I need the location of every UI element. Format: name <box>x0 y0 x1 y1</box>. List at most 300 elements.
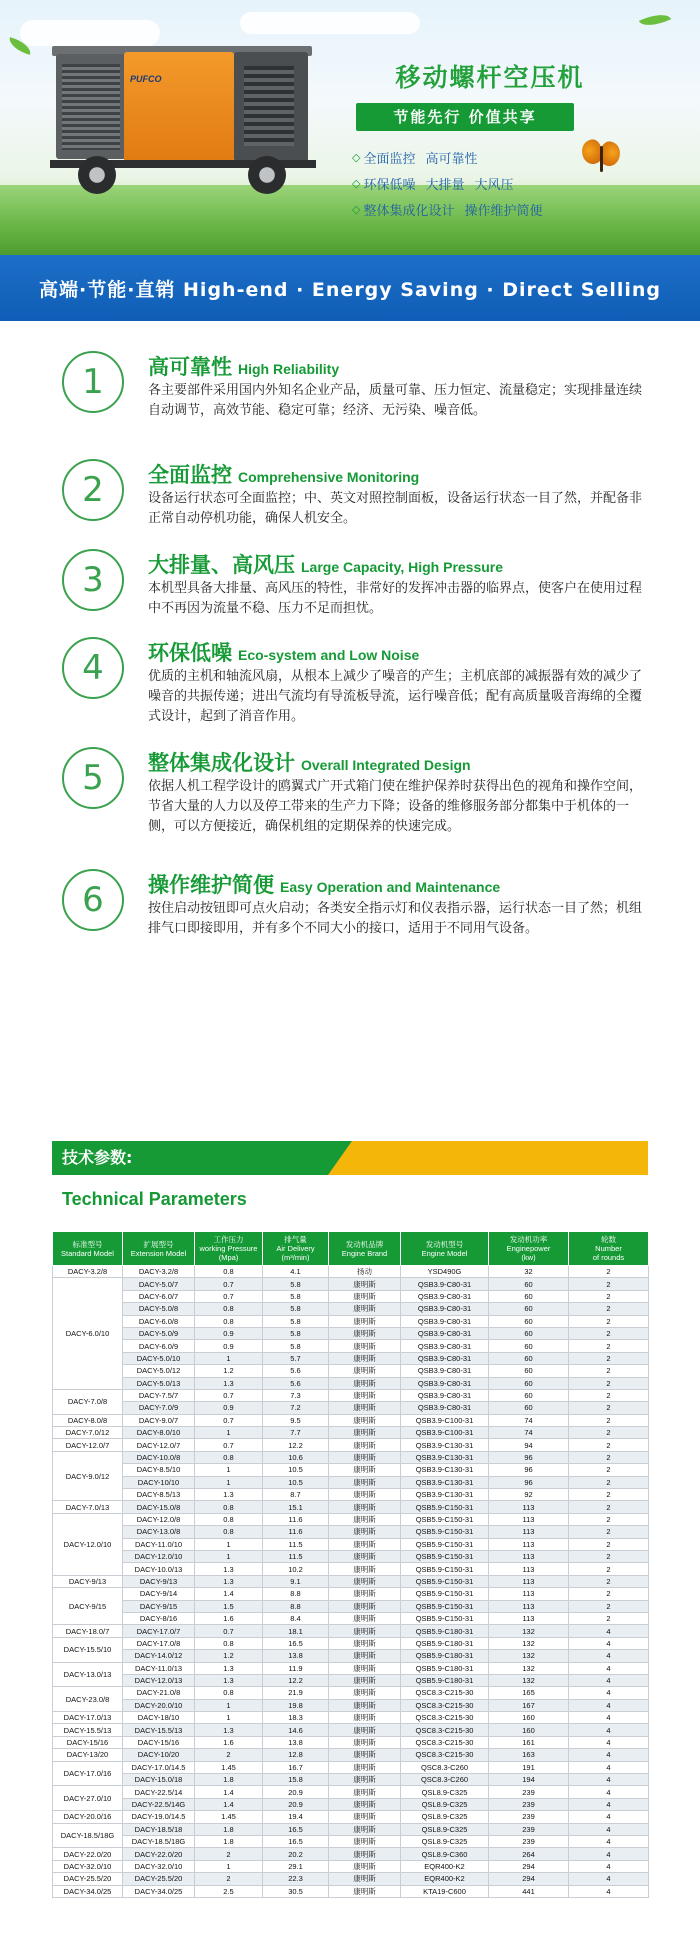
table-cell: QSB3.9-C80-31 <box>401 1352 489 1364</box>
table-cell: QSL8.9-C360 <box>401 1848 489 1860</box>
table-cell: 60 <box>489 1389 569 1401</box>
table-row <box>53 1414 649 1426</box>
table-cell: 康明斯 <box>329 1588 401 1600</box>
header-line: working Pressure <box>199 1244 258 1253</box>
table-cell: 13.8 <box>263 1650 329 1662</box>
header-line: 轮数 <box>601 1235 616 1244</box>
table-cell: 4 <box>569 1835 649 1847</box>
table-cell: 4 <box>569 1823 649 1835</box>
table-cell: 113 <box>489 1588 569 1600</box>
table-cell: 1.3 <box>195 1575 263 1587</box>
standard-model-cell: DACY-20.0/16 <box>53 1811 123 1823</box>
table-cell: DACY-5.0/9 <box>123 1327 195 1339</box>
table-cell: QSB5.9-C150-31 <box>401 1550 489 1562</box>
table-cell: 12.2 <box>263 1439 329 1451</box>
feature-description: 优质的主机和轴流风扇，从根本上减少了噪音的产生；主机底部的减振器有效的减少了噪音的共振传递；进出气流均有导流板导流，运行噪音低；配有高质量吸音海绵的全覆式设计，起到了消音作用。 <box>148 669 643 724</box>
table-row <box>53 1575 649 1587</box>
table-cell: DACY-18/10 <box>123 1712 195 1724</box>
header-line: Extension Model <box>130 1248 187 1258</box>
standard-model-cell: DACY-27.0/10 <box>53 1786 123 1811</box>
table-cell: 60 <box>489 1365 569 1377</box>
table-cell: DACY-21.0/8 <box>123 1687 195 1699</box>
table-cell: DACY-9/15 <box>123 1600 195 1612</box>
table-cell: QSL8.9-C325 <box>401 1786 489 1798</box>
feature-title-en: Easy Operation and Maintenance <box>280 879 501 895</box>
table-cell: 11.5 <box>263 1550 329 1562</box>
table-cell: 239 <box>489 1798 569 1810</box>
table-cell: 132 <box>489 1674 569 1686</box>
table-cell: 4 <box>569 1724 649 1736</box>
table-cell: 1 <box>195 1712 263 1724</box>
table-row <box>53 1278 649 1290</box>
table-cell: 5.6 <box>263 1377 329 1389</box>
table-cell: 1.3 <box>195 1377 263 1389</box>
table-cell: 12.8 <box>263 1749 329 1761</box>
table-cell: QSB3.9-C130-31 <box>401 1451 489 1463</box>
table-cell: 康明斯 <box>329 1476 401 1488</box>
table-cell: QSC8.3-C260 <box>401 1774 489 1786</box>
table-cell: DACY-3.2/8 <box>123 1266 195 1278</box>
table-cell: QSB3.9-C100-31 <box>401 1414 489 1426</box>
table-cell: 康明斯 <box>329 1798 401 1810</box>
table-cell: 8.7 <box>263 1489 329 1501</box>
table-row <box>53 1662 649 1674</box>
feature-title-cn: 高可靠性 <box>148 355 232 379</box>
table-cell: 康明斯 <box>329 1315 401 1327</box>
table-cell: 60 <box>489 1303 569 1315</box>
table-cell: QSB5.9-C150-31 <box>401 1600 489 1612</box>
table-cell: QSL8.9-C325 <box>401 1823 489 1835</box>
header-line: Air Delivery <box>276 1244 315 1253</box>
table-cell: 1.8 <box>195 1823 263 1835</box>
table-cell: QSC8.3-C215-30 <box>401 1687 489 1699</box>
table-header-row <box>53 1232 649 1266</box>
table-cell: 2 <box>569 1414 649 1426</box>
standard-model-cell: DACY-18.0/7 <box>53 1625 123 1637</box>
table-row <box>53 1513 649 1525</box>
table-cell: QSB5.9-C180-31 <box>401 1650 489 1662</box>
table-cell: QSB5.9-C150-31 <box>401 1538 489 1550</box>
standard-model-cell: DACY-12.0/7 <box>53 1439 123 1451</box>
table-cell: 10.5 <box>263 1476 329 1488</box>
leaf-icon <box>639 8 671 32</box>
header-line: Standard Model <box>61 1248 114 1258</box>
header-line: 工作压力 <box>213 1235 244 1244</box>
table-cell: 132 <box>489 1637 569 1649</box>
table-cell: 0.8 <box>195 1451 263 1463</box>
hero-feature-label: 操作维护简便 <box>464 204 543 219</box>
table-cell: 2 <box>569 1489 649 1501</box>
table-row <box>53 1451 649 1463</box>
table-cell: 1 <box>195 1699 263 1711</box>
table-cell: 1 <box>195 1352 263 1364</box>
table-cell: 康明斯 <box>329 1712 401 1724</box>
table-cell: 康明斯 <box>329 1513 401 1525</box>
table-cell: 康明斯 <box>329 1786 401 1798</box>
table-cell: DACY-8.5/13 <box>123 1489 195 1501</box>
table-cell: 0.8 <box>195 1637 263 1649</box>
table-row <box>53 1489 649 1501</box>
table-cell: 7.3 <box>263 1389 329 1401</box>
table-cell: YSD490G <box>401 1266 489 1278</box>
table-row <box>53 1612 649 1624</box>
table-cell: 2 <box>569 1427 649 1439</box>
table-cell: QSB3.9-C80-31 <box>401 1389 489 1401</box>
standard-model-cell: DACY-23.0/8 <box>53 1687 123 1712</box>
table-cell: 15.8 <box>263 1774 329 1786</box>
table-cell: 1.3 <box>195 1724 263 1736</box>
table-cell: 0.7 <box>195 1439 263 1451</box>
table-cell: QSB5.9-C150-31 <box>401 1526 489 1538</box>
table-cell: 1.2 <box>195 1365 263 1377</box>
table-cell: 1 <box>195 1427 263 1439</box>
table-cell: 0.7 <box>195 1278 263 1290</box>
feature-title-cn: 环保低噪 <box>148 641 232 665</box>
table-cell: QSC8.3-C215-30 <box>401 1736 489 1748</box>
table-header-cell <box>53 1232 123 1266</box>
table-cell: 16.5 <box>263 1637 329 1649</box>
table-cell: 1.6 <box>195 1736 263 1748</box>
table-cell: DACY-32.0/10 <box>123 1860 195 1872</box>
table-cell: DACY-10.0/13 <box>123 1563 195 1575</box>
feature-title-cn: 大排量、高风压 <box>148 553 295 577</box>
table-cell: 0.9 <box>195 1402 263 1414</box>
table-cell: QSB5.9-C180-31 <box>401 1662 489 1674</box>
table-cell: 康明斯 <box>329 1848 401 1860</box>
table-cell: 5.8 <box>263 1290 329 1302</box>
table-cell: 441 <box>489 1885 569 1897</box>
table-cell: 2 <box>569 1365 649 1377</box>
table-cell: 1.3 <box>195 1674 263 1686</box>
feature-title <box>148 351 339 381</box>
hero-feature <box>352 200 454 219</box>
table-cell: 1 <box>195 1538 263 1550</box>
table-cell: 4 <box>569 1699 649 1711</box>
table-cell: DACY-15.0/8 <box>123 1501 195 1513</box>
table-cell: EQR400-K2 <box>401 1873 489 1885</box>
table-cell: DACY-15/16 <box>123 1736 195 1748</box>
table-cell: QSB3.9-C130-31 <box>401 1489 489 1501</box>
table-cell: DACY-12.0/7 <box>123 1439 195 1451</box>
table-cell: 0.9 <box>195 1340 263 1352</box>
table-cell: 2 <box>569 1588 649 1600</box>
table-cell: 4 <box>569 1687 649 1699</box>
standard-model-cell: DACY-7.0/12 <box>53 1427 123 1439</box>
table-cell: 113 <box>489 1501 569 1513</box>
table-cell: 163 <box>489 1749 569 1761</box>
table-cell: 11.6 <box>263 1513 329 1525</box>
table-cell: 20.9 <box>263 1786 329 1798</box>
table-cell: DACY-10.0/8 <box>123 1451 195 1463</box>
table-cell: 30.5 <box>263 1885 329 1897</box>
table-cell: QSB3.9-C80-31 <box>401 1303 489 1315</box>
table-cell: 康明斯 <box>329 1749 401 1761</box>
table-cell: 1.3 <box>195 1563 263 1575</box>
table-cell: 0.8 <box>195 1501 263 1513</box>
table-cell: 康明斯 <box>329 1464 401 1476</box>
table-cell: 0.7 <box>195 1625 263 1637</box>
table-cell: 康明斯 <box>329 1873 401 1885</box>
table-cell: 113 <box>489 1513 569 1525</box>
table-cell: 1.3 <box>195 1662 263 1674</box>
table-cell: 2 <box>195 1848 263 1860</box>
table-cell: QSB5.9-C150-31 <box>401 1513 489 1525</box>
standard-model-cell: DACY-6.0/10 <box>53 1278 123 1390</box>
table-cell: DACY-6.0/7 <box>123 1290 195 1302</box>
table-cell: 20.2 <box>263 1848 329 1860</box>
standard-model-cell: DACY-15/16 <box>53 1736 123 1748</box>
table-cell: DACY-11.0/13 <box>123 1662 195 1674</box>
table-row <box>53 1712 649 1724</box>
table-cell: 康明斯 <box>329 1538 401 1550</box>
table-cell: 191 <box>489 1761 569 1773</box>
table-row <box>53 1377 649 1389</box>
table-cell: DACY-18.5/18G <box>123 1835 195 1847</box>
table-cell: DACY-12.0/8 <box>123 1513 195 1525</box>
table-cell: DACY-5.0/12 <box>123 1365 195 1377</box>
table-cell: DACY-13.0/8 <box>123 1526 195 1538</box>
table-cell: 1.6 <box>195 1612 263 1624</box>
hero-feature-label: 大排量 <box>425 178 465 193</box>
table-cell: DACY-15.5/13 <box>123 1724 195 1736</box>
table-cell: 4 <box>569 1674 649 1686</box>
table-cell: 2 <box>569 1538 649 1550</box>
hero-feature <box>475 174 514 193</box>
table-cell: 2 <box>569 1439 649 1451</box>
table-cell: QSB3.9-C130-31 <box>401 1476 489 1488</box>
table-cell: 4 <box>569 1885 649 1897</box>
standard-model-cell: DACY-15.5/10 <box>53 1637 123 1662</box>
table-cell: DACY-5.0/13 <box>123 1377 195 1389</box>
standard-model-cell: DACY-15.5/13 <box>53 1724 123 1736</box>
table-cell: 康明斯 <box>329 1402 401 1414</box>
table-cell: QSB5.9-C180-31 <box>401 1625 489 1637</box>
table-cell: 16.5 <box>263 1835 329 1847</box>
feature-description: 本机型具备大排量、高风压的特性，非常好的发挥冲击器的临界点，使客户在使用过程中不再因为流量不稳、压力不足而担忧。 <box>148 581 643 616</box>
header-line: Number <box>595 1244 622 1253</box>
table-cell: DACY-7.0/9 <box>123 1402 195 1414</box>
table-cell: 4 <box>569 1873 649 1885</box>
table-cell: 2 <box>195 1873 263 1885</box>
table-cell: 康明斯 <box>329 1612 401 1624</box>
table-cell: 60 <box>489 1377 569 1389</box>
table-cell: 239 <box>489 1823 569 1835</box>
table-cell: 294 <box>489 1860 569 1872</box>
header-line: of rounds <box>592 1253 625 1262</box>
hero-feature-label: 环保低噪 <box>363 178 416 193</box>
table-cell: DACY-34.0/25 <box>123 1885 195 1897</box>
table-cell: 7.2 <box>263 1402 329 1414</box>
feature-title <box>148 747 471 777</box>
table-cell: 1.45 <box>195 1761 263 1773</box>
table-cell: 2 <box>569 1550 649 1562</box>
table-header-cell <box>489 1232 569 1266</box>
table-cell: 4 <box>569 1774 649 1786</box>
table-cell: DACY-17.0/7 <box>123 1625 195 1637</box>
table-cell: 0.8 <box>195 1513 263 1525</box>
table-row <box>53 1315 649 1327</box>
table-cell: 9.1 <box>263 1575 329 1587</box>
table-cell: 康明斯 <box>329 1340 401 1352</box>
table-cell: QSC8.3-C215-30 <box>401 1699 489 1711</box>
header-line: (m³/min) <box>281 1253 310 1262</box>
table-cell: 132 <box>489 1662 569 1674</box>
table-cell: QSB5.9-C150-31 <box>401 1588 489 1600</box>
table-cell: 0.7 <box>195 1389 263 1401</box>
table-row <box>53 1501 649 1513</box>
header-line: 排气量 <box>284 1235 307 1244</box>
table-cell: 8.8 <box>263 1588 329 1600</box>
table-cell: 康明斯 <box>329 1823 401 1835</box>
table-row <box>53 1303 649 1315</box>
table-row <box>53 1798 649 1810</box>
tech-bar-label: 技术参数: <box>62 1148 133 1167</box>
table-cell: 康明斯 <box>329 1563 401 1575</box>
table-row <box>53 1563 649 1575</box>
table-cell: 4.1 <box>263 1266 329 1278</box>
table-row <box>53 1402 649 1414</box>
table-cell: 5.8 <box>263 1327 329 1339</box>
standard-model-cell: DACY-13/20 <box>53 1749 123 1761</box>
spec-table <box>52 1231 649 1898</box>
table-cell: 18.3 <box>263 1712 329 1724</box>
table-cell: 5.8 <box>263 1278 329 1290</box>
table-cell: 康明斯 <box>329 1414 401 1426</box>
table-cell: QSL8.9-C325 <box>401 1811 489 1823</box>
table-cell: QSC8.3-C215-30 <box>401 1724 489 1736</box>
table-row <box>53 1476 649 1488</box>
table-cell: DACY-9/13 <box>123 1575 195 1587</box>
table-cell: 18.1 <box>263 1625 329 1637</box>
table-cell: DACY-10/20 <box>123 1749 195 1761</box>
hero-feature-label: 大风压 <box>474 178 514 193</box>
standard-model-cell: DACY-17.0/13 <box>53 1712 123 1724</box>
table-cell: 康明斯 <box>329 1526 401 1538</box>
table-cell: 康明斯 <box>329 1736 401 1748</box>
table-cell: DACY-22.5/14G <box>123 1798 195 1810</box>
table-cell: 0.8 <box>195 1315 263 1327</box>
feature-title <box>148 549 503 579</box>
table-cell: 康明斯 <box>329 1687 401 1699</box>
table-cell: 113 <box>489 1526 569 1538</box>
table-row <box>53 1786 649 1798</box>
table-cell: QSC8.3-C215-30 <box>401 1749 489 1761</box>
table-row <box>53 1538 649 1550</box>
hero-section <box>0 0 700 255</box>
table-cell: 康明斯 <box>329 1389 401 1401</box>
feature-description: 设备运行状态可全面监控；中、英文对照控制面板，设备运行状态一目了然，并配备非正常自动停机功能，确保人机安全。 <box>148 491 643 526</box>
table-cell: QSB5.9-C180-31 <box>401 1637 489 1649</box>
table-cell: 60 <box>489 1340 569 1352</box>
table-cell: 2 <box>569 1612 649 1624</box>
table-cell: 32 <box>489 1266 569 1278</box>
feature-number-circle: 5 <box>62 747 124 809</box>
table-cell: 2 <box>569 1352 649 1364</box>
table-row <box>53 1835 649 1847</box>
table-cell: DACY-19.0/14.5 <box>123 1811 195 1823</box>
table-cell: 4 <box>569 1637 649 1649</box>
hero-feature <box>464 200 542 219</box>
table-header-cell <box>123 1232 195 1266</box>
table-cell: DACY-12.0/10 <box>123 1550 195 1562</box>
table-cell: 19.4 <box>263 1811 329 1823</box>
table-cell: QSB3.9-C80-31 <box>401 1327 489 1339</box>
table-cell: 4 <box>569 1811 649 1823</box>
table-cell: 113 <box>489 1600 569 1612</box>
table-cell: QSL8.9-C325 <box>401 1798 489 1810</box>
standard-model-cell: DACY-25.5/20 <box>53 1873 123 1885</box>
table-cell: 74 <box>489 1427 569 1439</box>
table-cell: DACY-25.5/20 <box>123 1873 195 1885</box>
table-cell: 4 <box>569 1749 649 1761</box>
table-cell: 2 <box>569 1575 649 1587</box>
table-cell: 4 <box>569 1798 649 1810</box>
table-cell: 康明斯 <box>329 1290 401 1302</box>
table-cell: 2 <box>569 1266 649 1278</box>
table-cell: QSB5.9-C180-31 <box>401 1674 489 1686</box>
diamond-icon: ◇ <box>352 203 361 216</box>
table-cell: 2 <box>569 1389 649 1401</box>
feature-description: 各主要部件采用国内外知名企业产品，质量可靠、压力恒定、流量稳定；实现排量连续自动调节，高效节能、稳定可靠；经济、无污染、噪音低。 <box>148 383 643 418</box>
standard-model-cell: DACY-12.0/10 <box>53 1513 123 1575</box>
table-cell: QSB3.9-C130-31 <box>401 1464 489 1476</box>
table-cell: 2 <box>569 1600 649 1612</box>
table-row <box>53 1352 649 1364</box>
table-cell: 96 <box>489 1464 569 1476</box>
table-cell: 1.8 <box>195 1835 263 1847</box>
table-cell: 60 <box>489 1352 569 1364</box>
table-cell: 19.8 <box>263 1699 329 1711</box>
table-cell: 康明斯 <box>329 1352 401 1364</box>
table-row <box>53 1749 649 1761</box>
feature-title-cn: 操作维护简便 <box>148 873 274 897</box>
table-row <box>53 1687 649 1699</box>
table-cell: 4 <box>569 1650 649 1662</box>
table-cell: DACY-5.0/10 <box>123 1352 195 1364</box>
hero-feature <box>425 174 464 193</box>
table-row <box>53 1340 649 1352</box>
table-cell: 1 <box>195 1464 263 1476</box>
table-cell: 113 <box>489 1575 569 1587</box>
standard-model-cell: DACY-13.0/13 <box>53 1662 123 1687</box>
table-cell: 9.5 <box>263 1414 329 1426</box>
table-cell: QSB5.9-C150-31 <box>401 1575 489 1587</box>
table-row <box>53 1761 649 1773</box>
standard-model-cell: DACY-18.5/18G <box>53 1823 123 1848</box>
table-cell: EQR400-K2 <box>401 1860 489 1872</box>
feature-title <box>148 637 419 667</box>
table-cell: 1.4 <box>195 1798 263 1810</box>
feature-number-circle: 1 <box>62 351 124 413</box>
table-cell: 0.8 <box>195 1526 263 1538</box>
feature-title-cn: 整体集成化设计 <box>148 751 295 775</box>
tech-section <box>0 1121 700 1960</box>
header-line: Enginepower <box>506 1244 551 1253</box>
table-cell: DACY-8/16 <box>123 1612 195 1624</box>
table-cell: 康明斯 <box>329 1885 401 1897</box>
standard-model-cell: DACY-22.0/20 <box>53 1848 123 1860</box>
table-cell: 2 <box>569 1303 649 1315</box>
table-row <box>53 1439 649 1451</box>
table-cell: 8.8 <box>263 1600 329 1612</box>
standard-model-cell: DACY-32.0/10 <box>53 1860 123 1872</box>
table-cell: 1 <box>195 1476 263 1488</box>
cloud-decoration <box>20 20 160 46</box>
table-cell: 1.5 <box>195 1600 263 1612</box>
table-cell: 康明斯 <box>329 1724 401 1736</box>
table-row <box>53 1860 649 1872</box>
hero-feature <box>425 148 477 167</box>
